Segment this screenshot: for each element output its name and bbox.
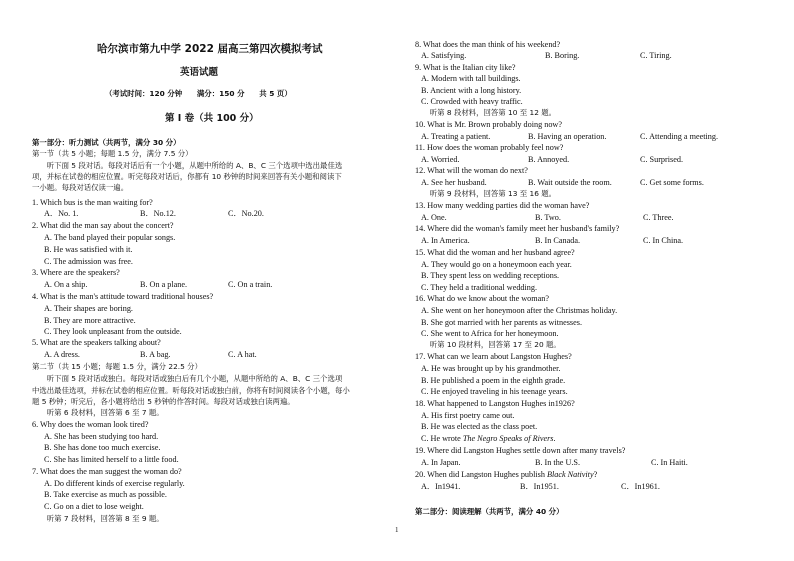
option: C. They look unpleasant from the outside. <box>44 327 182 336</box>
option: B. Wait outside the room. <box>528 178 612 187</box>
option: C. The admission was free. <box>44 257 133 266</box>
option: C. Crowded with heavy traffic. <box>421 97 523 106</box>
option: C．In1961. <box>621 482 660 491</box>
option: C. In Haiti. <box>651 458 688 467</box>
question: 19. Where did Langston Hughes settle down after many travels? <box>415 446 626 455</box>
option: B. He was satisfied with it. <box>44 245 133 254</box>
option: C. Surprised. <box>640 155 683 164</box>
question: 18. What happened to Langston Hughes in1926? <box>415 399 575 408</box>
option: C. They held a traditional wedding. <box>421 283 538 292</box>
option-prefix: C. He wrote <box>421 434 463 443</box>
question: 5. What are the speakers talking about? <box>32 338 161 347</box>
poem-title: The Negro Speaks of Rivers <box>462 434 554 443</box>
listening-cue: 听第 7 段材料，回答第 8 至 9 题。 <box>32 514 164 523</box>
volume-title: 第 I 卷（共 100 分） <box>165 113 259 124</box>
option: A. He was brought up by his grandmother. <box>421 364 561 373</box>
option <box>421 434 556 444</box>
listening-cue: 听第 9 段材料，回答第 13 至 16 题。 <box>415 189 557 198</box>
option: A. A dress. <box>44 350 80 359</box>
listening-cue: 听第 8 段材料，回答第 10 至 12 题。 <box>415 108 557 117</box>
option: A. In Japan. <box>421 458 461 467</box>
part2-title: 第二部分：阅读理解（共两节，满分 40 分） <box>415 507 564 516</box>
exam-subject: 英语试题 <box>180 67 219 78</box>
option: B．In1951. <box>520 482 559 491</box>
option: B. In Canada. <box>535 236 581 245</box>
question: 13. How many wedding parties did the woman have? <box>415 201 590 210</box>
option: B. She got married with her parents as witnesses. <box>421 318 582 327</box>
question: 2. What did the man say about the concert? <box>32 221 174 230</box>
question: 14. Where did the woman's family meet her husband's family? <box>415 224 620 233</box>
option: B. Having an operation. <box>528 132 607 141</box>
option: C．No.20. <box>228 209 264 218</box>
question: 17. What can we learn about Langston Hughes? <box>415 352 572 361</box>
section1-instruction: 听下面 5 段对话。每段对话后有一个小题，从题中所给的 A、B、C 三个选项中选出最佳选 <box>32 161 343 170</box>
work-title: Black Nativity <box>546 470 594 479</box>
question: 3. Where are the speakers? <box>32 268 120 277</box>
option: A. She has been studying too hard. <box>44 432 159 441</box>
option: A．In1941. <box>421 482 461 491</box>
option: A. Modern with tall buildings. <box>421 74 521 83</box>
question: 6. Why does the woman look tired? <box>32 420 149 429</box>
page-number: 1 <box>395 526 399 534</box>
option: B. Boring. <box>545 51 580 60</box>
option: B. They are more attractive. <box>44 316 136 325</box>
option: A. Worried. <box>421 155 460 164</box>
option: A. In America. <box>421 236 470 245</box>
option: A．No. 1. <box>44 209 79 218</box>
option: C. She went to Africa for her honeymoon. <box>421 329 559 338</box>
question: 4. What is the man's attitude toward traditional houses? <box>32 292 214 301</box>
option: C. Tiring. <box>640 51 672 60</box>
option: C. In China. <box>643 236 684 245</box>
section2-instruction: 听下面 5 段对话或独白。每段对话或独白后有几个小题，从题中所给的 A、B、C 三个选项 <box>32 374 343 383</box>
question: 8. What does the man think of his weekend? <box>415 40 561 49</box>
part1-title: 第一部分：听力测试（共两节，满分 30 分） <box>32 138 181 147</box>
listening-cue: 听第 6 段材料，回答第 6 至 7 题。 <box>32 408 164 417</box>
question: 12. What will the woman do next? <box>415 166 528 175</box>
option: B．No.12. <box>140 209 176 218</box>
question: 11. How does the woman probably feel now? <box>415 143 564 152</box>
section1-title: 第一节（共 5 小题；每题 1.5 分，满分 7.5 分） <box>32 149 193 158</box>
option: B. A bag. <box>140 350 171 359</box>
option: B. He was elected as the class poet. <box>421 422 538 431</box>
option: A. One. <box>421 213 447 222</box>
option: A. His first poetry came out. <box>421 411 515 420</box>
option: B. On a plane. <box>140 280 188 289</box>
question <box>415 470 597 480</box>
option: B. They spent less on wedding receptions. <box>421 271 560 280</box>
option: C. Go on a diet to lose weight. <box>44 502 144 511</box>
option: A. See her husband. <box>421 178 487 187</box>
question: 10. What is Mr. Brown probably doing now? <box>415 120 562 129</box>
option: C. She has limited herself to a little food. <box>44 455 179 464</box>
option: C. Three. <box>643 213 674 222</box>
question-text: 20. When did Langston Hughes publish <box>415 470 547 479</box>
option: C. He enjoyed traveling in his teenage years. <box>421 387 568 396</box>
question-suffix: ? <box>593 470 598 479</box>
exam-info: （考试时间：120 分钟 满分：150 分 共 5 页） <box>105 89 292 98</box>
option: B. Ancient with a long history. <box>421 86 522 95</box>
option: A. On a ship. <box>44 280 88 289</box>
option: C. A hat. <box>228 350 257 359</box>
question: 15. What did the woman and her husband agree? <box>415 248 575 257</box>
exam-title: 哈尔滨市第九中学 2022 届高三第四次模拟考试 <box>97 43 323 55</box>
question: 1. Which bus is the man waiting for? <box>32 198 153 207</box>
option: A. The band played their popular songs. <box>44 233 176 242</box>
section2-instruction: 中选出最佳选项，并标在试卷的相应位置。听每段对话或独白前，你将有时间阅读各个小题，每小 <box>32 386 350 395</box>
question: 16. What do we know about the woman? <box>415 294 550 303</box>
option-suffix: . <box>553 434 556 443</box>
option: C. Attending a meeting. <box>640 132 718 141</box>
question: 7. What does the man suggest the woman do? <box>32 467 182 476</box>
option: A. They would go on a honeymoon each year. <box>421 260 572 269</box>
option: B. Take exercise as much as possible. <box>44 490 167 499</box>
question: 9. What is the Italian city like? <box>415 63 516 72</box>
option: A. Their shapes are boring. <box>44 304 133 313</box>
option: A. Do different kinds of exercise regularly. <box>44 479 185 488</box>
section1-instruction: 一小题。每段对话仅读一遍。 <box>32 183 129 192</box>
option: A. She went on her honeymoon after the Christmas holiday. <box>421 306 618 315</box>
option: C. On a train. <box>228 280 273 289</box>
option: B. She has done too much exercise. <box>44 443 161 452</box>
option: C. Get some forms. <box>640 178 704 187</box>
option: B. Two. <box>535 213 561 222</box>
section2-title: 第二节（共 15 小题；每题 1.5 分，满分 22.5 分） <box>32 362 202 371</box>
listening-cue: 听第 10 段材料，回答第 17 至 20 题。 <box>415 340 561 349</box>
section1-instruction: 项，并标在试卷的相应位置。听完每段对话后，你都有 10 秒钟的时间来回答有关小题和阅读下 <box>32 172 342 181</box>
section2-instruction: 题 5 秒钟；听完后，各小题将给出 5 秒钟的作答时间。每段对话或独白读两遍。 <box>32 397 295 406</box>
option: B. He published a poem in the eighth grade. <box>421 376 566 385</box>
option: A. Treating a patient. <box>421 132 491 141</box>
option: B. Annoyed. <box>528 155 570 164</box>
option: B. In the U.S. <box>535 458 581 467</box>
option: A. Satisfying. <box>421 51 467 60</box>
